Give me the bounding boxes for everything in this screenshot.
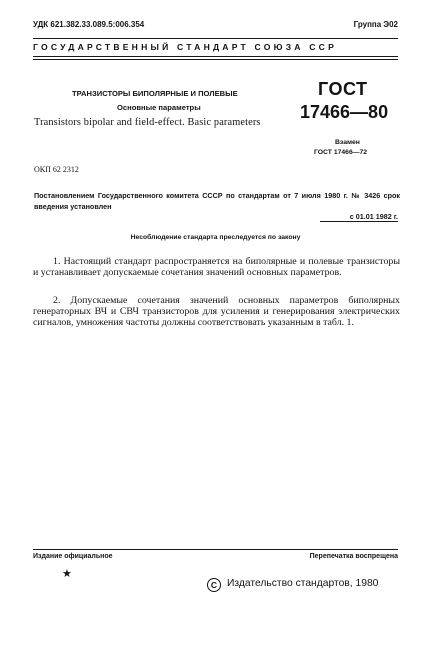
legal-notice: Несоблюдение стандарта преследуется по закону [130,234,301,241]
replaces-standard: ГОСТ 17466—72 [314,149,368,156]
udk-code: УДК 621.382.33.089.5:006.354 [33,20,145,29]
effective-date: с 01.01 1982 г. [349,212,398,221]
paragraph-2: 2. Допускаемые сочетания значений основных параметров биполярных генераторных ВЧ и СВЧ транзисторов для усиления и генерирования электрических сигналов, умножения частоты должны соответствовать указанным в табл. 1. [33,295,400,329]
decree-text: Постановлением Государственного комитета СССР по стандартам от 7 июля 1980 г. № 3426 срок введения установлен [34,191,400,211]
banner-rule-2 [33,59,398,60]
reprint-prohibited-label: Перепечатка воспрещена [309,553,398,560]
footer-rule [33,549,398,550]
subtitle-russian: Основные параметры [117,103,201,112]
gost-label: ГОСТ [318,79,368,99]
replaces-label: Взамен [335,139,360,146]
standard-banner: ГОСУДАРСТВЕННЫЙ СТАНДАРТ СОЮЗА ССР [33,42,338,52]
group-code: Группа Э02 [353,20,398,29]
official-edition-label: Издание официальное [33,553,113,560]
copyright-text: Издательство стандартов, 1980 [227,578,379,589]
copyright-line [207,578,378,592]
effective-date-underline [320,221,398,222]
copyright-icon: С [207,578,221,592]
paragraph-1: 1. Настоящий стандарт распространяется на биполярные и полевые транзисторы и устанавливает допускаемые сочетания значений основных параметров. [33,256,400,279]
gost-number: 17466—80 [300,102,389,122]
star-icon: ★ [62,568,72,580]
okp-code: ОКП 62 2312 [34,165,79,174]
top-rule [33,38,398,39]
title-russian: ТРАНЗИСТОРЫ БИПОЛЯРНЫЕ И ПОЛЕВЫЕ [72,89,238,98]
title-english: Transistors bipolar and field-effect. Basic parameters [34,117,261,128]
banner-rule-1 [33,56,398,57]
